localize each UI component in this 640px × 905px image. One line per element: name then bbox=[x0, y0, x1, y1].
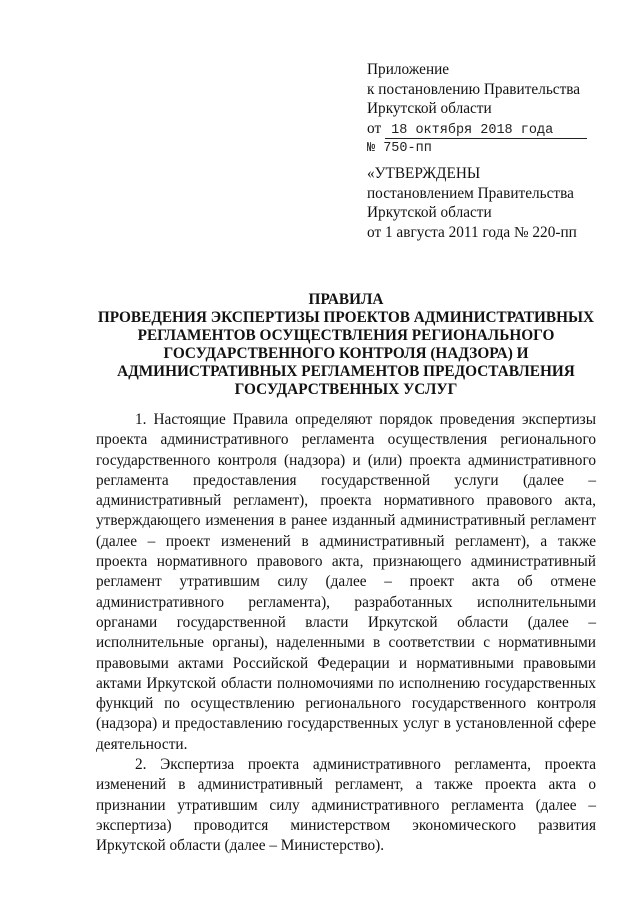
document-body bbox=[96, 410, 596, 857]
title-line-6: ГОСУДАРСТВЕННЫХ УСЛУГ bbox=[234, 381, 458, 398]
approved-date: от 1 августа 2011 года № 220-пп bbox=[367, 223, 577, 241]
title-line-3: РЕГЛАМЕНТОВ ОСУЩЕСТВЛЕНИЯ РЕГИОНАЛЬНОГО bbox=[137, 327, 555, 344]
appendix-resolution-ref: к постановлению Правительства bbox=[367, 80, 581, 98]
appendix-number: № 750-пп bbox=[367, 140, 432, 156]
appendix-date-value: 18 октября 2018 года bbox=[385, 123, 587, 139]
title-line-4: ГОСУДАРСТВЕННОГО КОНТРОЛЯ (НАДЗОРА) И bbox=[163, 345, 529, 362]
appendix-date-prefix: от bbox=[367, 119, 382, 137]
appendix-label: Приложение bbox=[367, 61, 450, 78]
approved-block bbox=[367, 164, 617, 242]
title-line-2: ПРОВЕДЕНИЯ ЭКСПЕРТИЗЫ ПРОЕКТОВ АДМИНИСТРАТИВНЫХ bbox=[97, 309, 595, 326]
approved-label: «УТВЕРЖДЕНЫ bbox=[367, 165, 481, 182]
title-line-1: ПРАВИЛА bbox=[308, 291, 384, 308]
approved-region: Иркутской области bbox=[367, 204, 492, 221]
approved-resolution-ref: постановлением Правительства bbox=[367, 184, 574, 202]
appendix-date-line bbox=[367, 119, 617, 139]
title-line-5: АДМИНИСТРАТИВНЫХ РЕГЛАМЕНТОВ ПРЕДОСТАВЛЕНИЯ bbox=[117, 363, 575, 380]
paragraph-1: 1. Настоящие Правила определяют порядок проведения экспертизы проекта административного регламента осуществления регионального государственного контроля (надзора) и (или) проекта административного регламента предоставления государственной услуги (далее – административный регламент), проекта нормативного правового акта, утверждающего изменения в ранее изданный административный регламент (далее – проект изменений в административный регламент), а также проекта нормативного правового акта, признающего административный регламент утратившим силу (далее – проект акта об отмене административного регламента), разработанных исполнительными органами государственной власти Иркутской области (далее – исполнительные органы), наделенными в соответствии с нормативными правовыми актами Российской Федерации и нормативными правовыми актами Иркутской области полномочиями по исполнению государственных функций по осуществлению регионального государственного контроля (надзора) и предоставлению государственных услуг в установленной сфере деятельности. bbox=[96, 411, 596, 753]
document-title bbox=[96, 291, 596, 399]
appendix-block bbox=[367, 60, 617, 158]
appendix-region: Иркутской области bbox=[367, 100, 492, 117]
paragraph-2: 2. Экспертиза проекта административного регламента, проекта изменений в административный регламент, а также проекта акта о признании утратившим силу административного регламента (далее – экспертиза) проводится министерством экономического развития Иркутской области (далее – Министерство). bbox=[96, 756, 596, 855]
